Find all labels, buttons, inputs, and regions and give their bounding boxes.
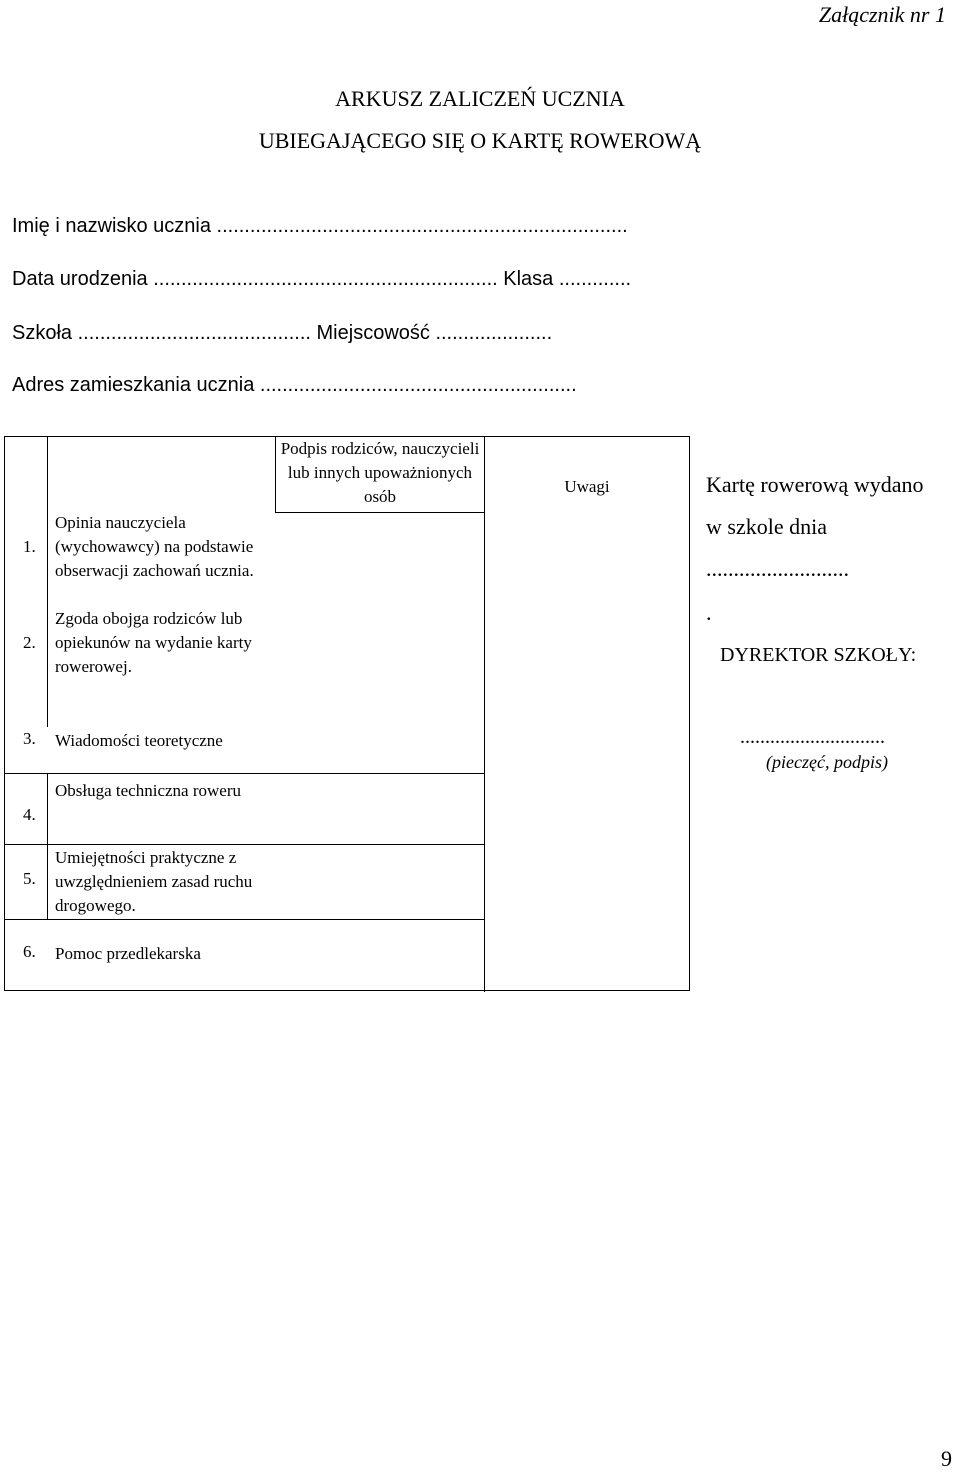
- stamp-signature-label: (pieczęć, podpis): [766, 752, 888, 772]
- row-number: 2.: [23, 633, 36, 652]
- address-field: Adres zamieszkania ucznia .........................................................: [12, 374, 577, 396]
- row-number: 5.: [23, 869, 36, 888]
- table-divider: [47, 437, 48, 727]
- row-number: 1.: [23, 537, 36, 556]
- annex-label: Załącznik nr 1: [818, 2, 946, 27]
- table-divider: [5, 844, 484, 845]
- document-title: ARKUSZ ZALICZEŃ UCZNIA: [335, 86, 625, 111]
- card-issued-label: Kartę rowerową wydano: [706, 472, 924, 497]
- school-date-label: w szkole dnia: [706, 514, 827, 539]
- table-divider: [484, 437, 485, 992]
- school-town-field: Szkoła .......................................... Miejscowość .....................: [12, 322, 553, 344]
- assessment-table: [4, 436, 690, 991]
- birth-date-class-field: Data urodzenia .............................................................. Klasa .............: [12, 268, 632, 290]
- table-divider: [275, 512, 484, 513]
- row-opinion-text: Opinia nauczyciela (wychowawcy) na podstawie obserwacji zachowań ucznia.: [55, 513, 254, 580]
- header-signature: Podpis rodziców, nauczycieli lub innych upoważnionych osób: [280, 439, 480, 506]
- document-subtitle: UBIEGAJĄCEGO SIĘ O KARTĘ ROWEROWĄ: [258, 128, 702, 153]
- director-label: DYREKTOR SZKOŁY:: [720, 644, 917, 666]
- row-number: 4.: [23, 805, 36, 824]
- date-dot: .: [706, 600, 712, 625]
- header-notes: Uwagi: [564, 477, 610, 496]
- page-number: 9: [941, 1446, 952, 1471]
- signature-dots: .............................: [740, 726, 885, 748]
- table-divider: [47, 773, 48, 919]
- date-dots: ..........................: [706, 556, 849, 581]
- row-technical-text: Obsługa techniczna roweru: [55, 781, 241, 800]
- table-divider: [5, 919, 484, 920]
- row-practical-text: Umiejętności praktyczne z uwzględnieniem zasad ruchu drogowego.: [55, 848, 253, 915]
- row-theory-text: Wiadomości teoretyczne: [55, 731, 223, 750]
- row-consent-text: Zgoda obojga rodziców lub opiekunów na wydanie karty rowerowej.: [55, 609, 252, 676]
- student-name-field: Imię i nazwisko ucznia ..........................................................................: [12, 215, 628, 237]
- table-divider: [275, 437, 276, 512]
- table-divider: [5, 773, 484, 774]
- row-number: 6.: [23, 942, 36, 961]
- row-number: 3.: [23, 729, 36, 748]
- row-first-aid-text: Pomoc przedlekarska: [55, 944, 201, 963]
